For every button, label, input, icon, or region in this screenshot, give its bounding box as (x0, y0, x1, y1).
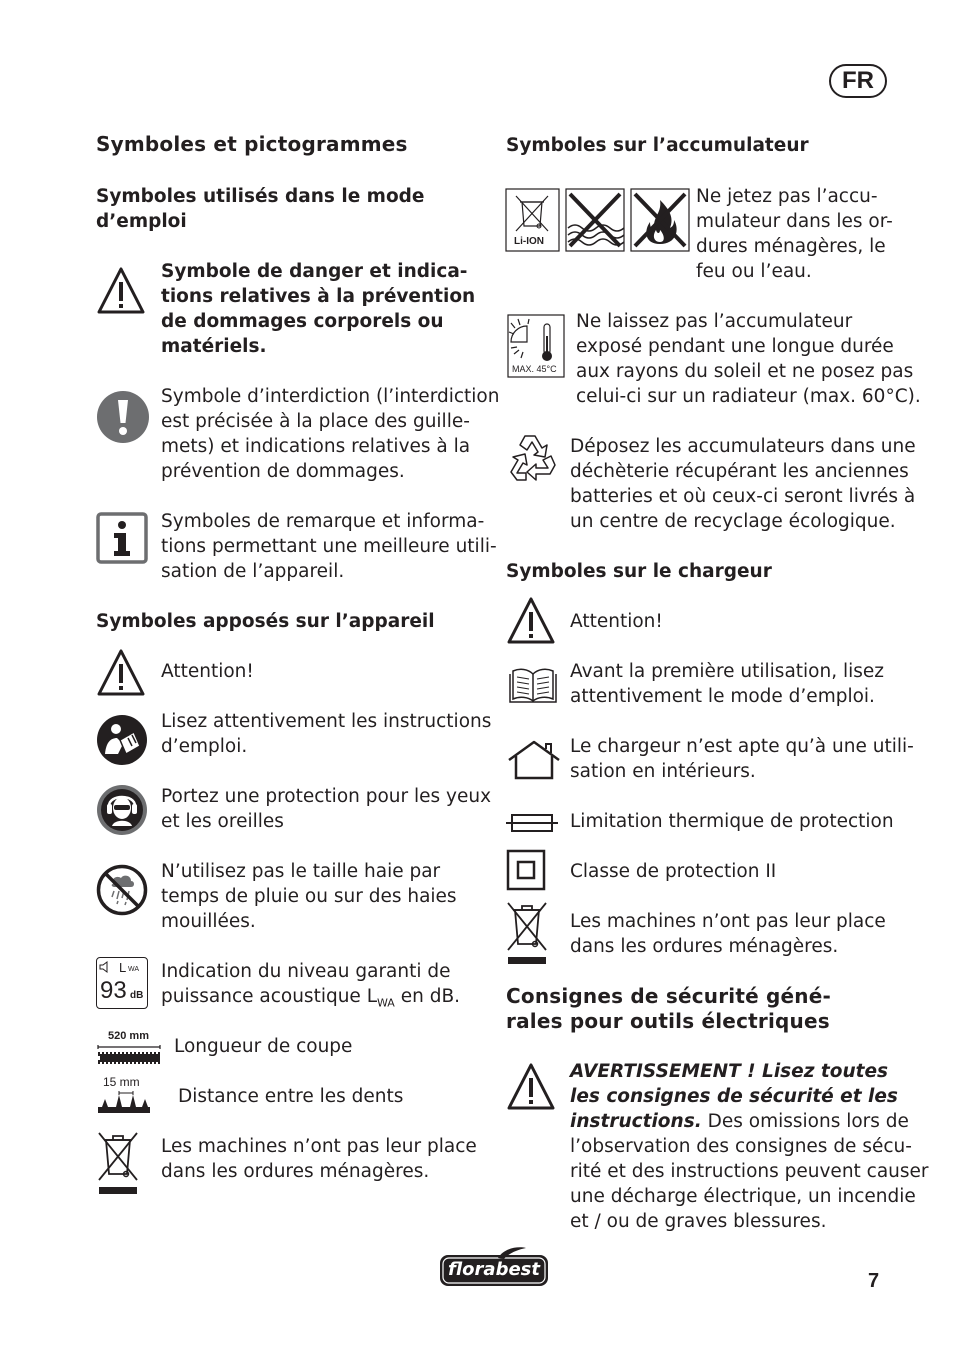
info-icon (96, 512, 148, 564)
device-symbols-heading: Symboles apposés sur l’appareil (96, 611, 435, 632)
attention-label: Attention! (161, 661, 254, 682)
read-manual-charger-description: Avant la première utilisation, lisez attentivement le mode d’emploi. (570, 661, 884, 707)
danger-description: Symbole de danger et indica- tions relatives à la prévention de dommages corporels ou matériels. (161, 261, 476, 357)
teeth-distance-icon-label: 15 mm (103, 1075, 140, 1089)
warning-triangle-icon (506, 596, 556, 646)
charger-attention-label: Attention! (570, 611, 663, 632)
sun-exposure-description: Ne laissez pas l’accumulateur exposé pendant une longue durée aux rayons du soleil et ne posez pas celui-ci sur un radiateur (max. 60°C). (576, 311, 921, 407)
crossed-bin-icon (96, 1130, 140, 1196)
battery-icon-label: Li-ION (514, 236, 544, 247)
battery-no-water-icon (565, 188, 625, 252)
safety-heading: Consignes de sécurité géné- rales pour outils électriques (506, 984, 831, 1033)
battery-no-fire-icon (630, 188, 690, 252)
sound-icon-value: 93 (100, 977, 127, 1004)
no-rain-description: N’utilisez pas le taille haie par temps de pluie ou sur des haies mouillées. (161, 861, 457, 932)
teeth-distance-text: Distance entre les dents (178, 1086, 404, 1107)
page-number: 7 (868, 1270, 880, 1292)
open-book-icon (508, 666, 558, 706)
battery-symbols-heading: Symboles sur l’accumulateur (506, 135, 809, 156)
brand-logo (438, 1246, 550, 1288)
thermal-protection-text: Limitation thermique de protection (570, 811, 894, 832)
cut-length-text: Longueur de coupe (174, 1036, 353, 1057)
speaker-icon (99, 960, 109, 974)
warning-description: AVERTISSEMENT ! Lisez toutes les consignes de sécurité et les instructions. Des omissions lors de l’observation des consignes de sécu- rité et des instructions peuvent causer une décharge électrique, un incendie et / ou de graves blessures. (570, 1061, 929, 1232)
thermal-fuse-icon (506, 813, 558, 833)
recycle-description: Déposez les accumulateurs dans une déchèterie récupérant les anciennes batteries et où ceux-ci seront livrés à un centre de recyclage écologique. (570, 436, 916, 532)
cut-length-icon-label: 520 mm (108, 1030, 149, 1042)
indoor-use-description: Le chargeur n’est apte qu’à une utili- sation en intérieurs. (570, 736, 914, 782)
no-rain-icon (96, 864, 148, 916)
indoor-use-house-icon (506, 740, 562, 780)
cut-length-icon (96, 1044, 162, 1070)
prohibition-description: Symbole d’interdiction (l’interdiction est précisée à la place des guille- mets) et indications relatives à la prévention de dommages. (161, 386, 500, 482)
warning-triangle-icon (506, 1062, 556, 1112)
sound-description: Indication du niveau garanti de puissance acoustique $L_{WA}$ en dB. (161, 961, 461, 1010)
battery-disposal-description: Ne jetez pas l’accu- mulateur dans les or- dures ménagères, le feu ou l’eau. (696, 186, 893, 282)
protection-class-text: Classe de protection II (570, 861, 777, 882)
warning-triangle-icon (96, 266, 146, 316)
sound-icon-db: dB (130, 990, 144, 1001)
teeth-distance-icon (96, 1090, 152, 1116)
info-description: Symboles de remarque et informa- tions permettant une meilleure utili- sation de l’appareil. (161, 511, 497, 582)
crossed-bin-icon (505, 900, 549, 966)
warning-triangle-icon (96, 648, 146, 698)
manual-symbols-heading: Symboles utilisés dans le mode d’emploi (96, 186, 425, 232)
prohibition-exclamation-icon (96, 390, 150, 444)
sound-power-icon (96, 957, 148, 1009)
sun-icon-label: MAX. 45°C (512, 364, 557, 374)
recycle-icon (505, 432, 559, 486)
language-badge: FR (829, 64, 887, 98)
weee-description-right: Les machines n’ont pas leur place dans les ordures ménagères. (570, 911, 886, 957)
eye-ear-protection-icon (96, 784, 148, 836)
sound-icon-l: L (119, 960, 127, 975)
protection-description: Portez une protection pour les yeux et les oreilles (161, 786, 492, 832)
section-title: Symboles et pictogrammes (96, 132, 408, 156)
protection-class-ii-icon (506, 849, 546, 891)
read-manual-description: Lisez attentivement les instructions d’emploi. (161, 711, 492, 757)
charger-symbols-heading: Symboles sur le chargeur (506, 561, 772, 582)
brand-logo-text: florabest (448, 1259, 540, 1280)
weee-description-left: Les machines n’ont pas leur place dans les ordures ménagères. (161, 1136, 477, 1182)
sound-icon-wa: WA (128, 966, 140, 973)
read-manual-icon (96, 714, 148, 766)
